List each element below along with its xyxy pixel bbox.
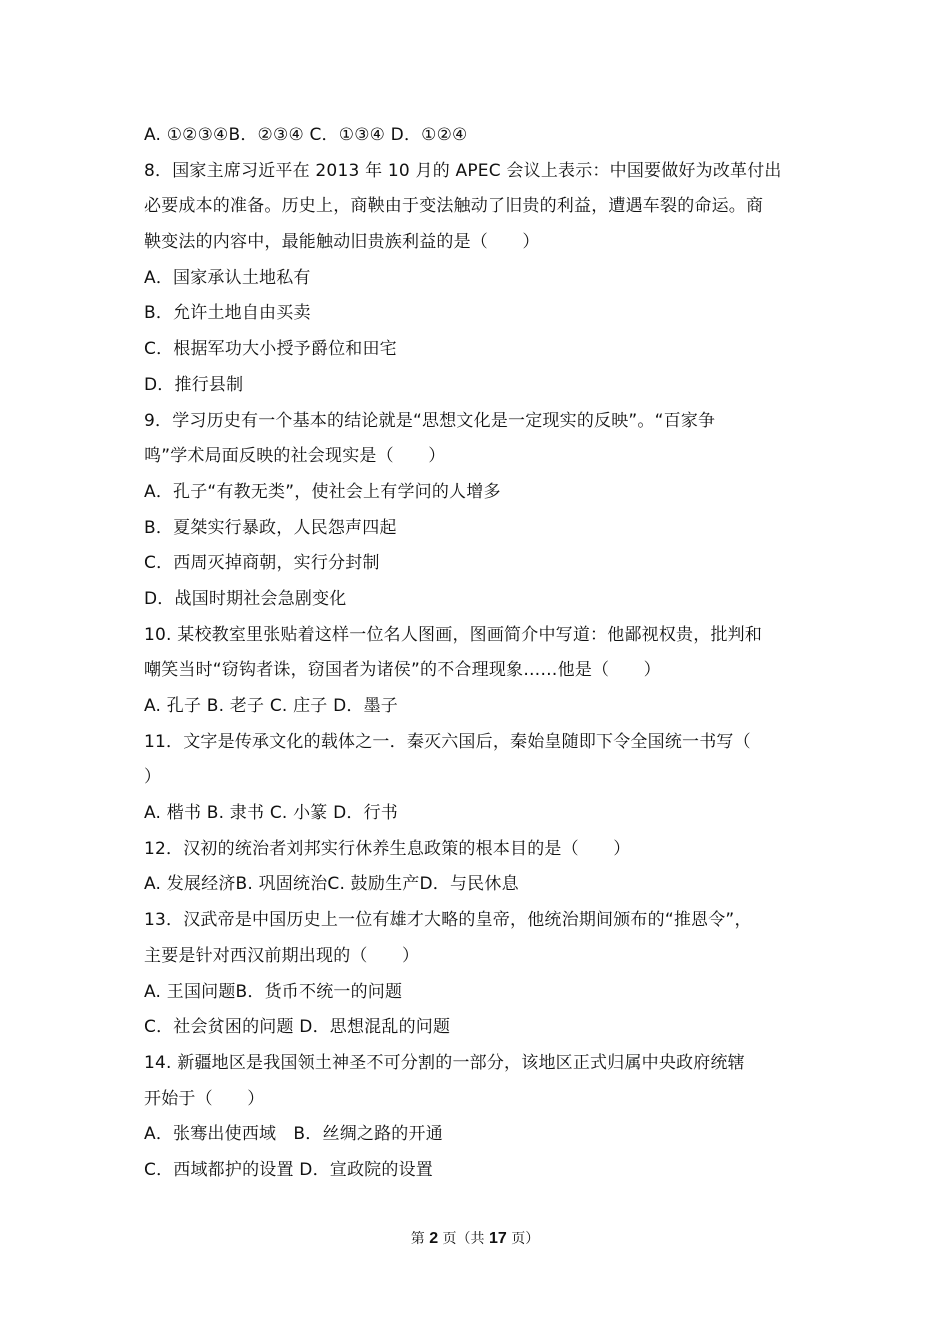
text-line: C．社会贫困的问题 D．思想混乱的问题 xyxy=(144,1017,451,1038)
text-line: A．国家承认土地私有 xyxy=(144,267,311,288)
text-line: B．夏桀实行暴政，人民怨声四起 xyxy=(144,517,397,538)
total-pages: 17 xyxy=(489,1230,507,1247)
page-number: 2 xyxy=(429,1230,439,1247)
text-line: A. 孔子 B. 老子 C. 庄子 D．墨子 xyxy=(144,696,398,716)
footer-middle: 页（共 xyxy=(442,1231,485,1247)
text-line: 鸣”学术局面反映的社会现实是（ ） xyxy=(144,446,446,467)
text-line: C．根据军功大小授予爵位和田宅 xyxy=(144,339,397,360)
text-line: 必要成本的准备。历史上，商鞅由于变法触动了旧贵的利益，遭遇车裂的命运。商 xyxy=(144,196,764,217)
text-line: B．允许土地自由买卖 xyxy=(144,303,311,324)
text-line: C．西周灭掉商朝，实行分封制 xyxy=(144,553,380,574)
text-line: A．张骞出使西域 B．丝绸之路的开通 xyxy=(144,1124,443,1145)
text-line: 14. 新疆地区是我国领土神圣不可分割的一部分，该地区正式归属中央政府统辖 xyxy=(144,1052,745,1073)
text-line: D．战国时期社会急剧变化 xyxy=(144,588,347,609)
text-line: 主要是针对西汉前期出现的（ ） xyxy=(144,945,420,966)
text-line: 8．国家主席习近平在 2013 年 10 月的 APEC 会议上表示：中国要做好为改革付出 xyxy=(144,160,782,181)
text-line: 鞅变法的内容中，最能触动旧贵族利益的是（ ） xyxy=(144,232,540,253)
text-line: ） xyxy=(144,767,162,788)
text-line: 开始于（ ） xyxy=(144,1088,265,1109)
text-line: 13．汉武帝是中国历史上一位有雄才大略的皇帝，他统治期间颁布的“推恩令”， xyxy=(144,910,752,931)
text-line: 10. 某校教室里张贴着这样一位名人图画，图画简介中写道：他鄙视权贵，批判和 xyxy=(144,624,763,645)
question-text-block xyxy=(144,118,824,1189)
page-footer xyxy=(0,1228,950,1248)
text-line: A．孔子“有教无类”，使社会上有学问的人增多 xyxy=(144,481,501,502)
text-line: C．西域都护的设置 D．宣政院的设置 xyxy=(144,1159,433,1180)
text-line: 12．汉初的统治者刘邦实行休养生息政策的根本目的是（ ） xyxy=(144,838,631,859)
footer-prefix: 第 xyxy=(410,1231,425,1247)
text-line: A. ①②③④B．②③④ C．①③④ D．①②④ xyxy=(144,125,468,145)
text-line: 嘲笑当时“窃钩者诛，窃国者为诸侯”的不合理现象……他是（ ） xyxy=(144,660,661,681)
text-line: A. 王国问题B．货币不统一的问题 xyxy=(144,981,403,1002)
text-line: A. 楷书 B. 隶书 C. 小篆 D．行书 xyxy=(144,803,398,824)
text-line: D．推行县制 xyxy=(144,374,244,395)
text-line: A. 发展经济B. 巩固统治C. 鼓励生产D．与民休息 xyxy=(144,874,519,895)
text-line: 9．学习历史有一个基本的结论就是“思想文化是一定现实的反映”。“百家争 xyxy=(144,410,716,431)
text-line: 11．文字是传承文化的载体之一．秦灭六国后，秦始皇随即下令全国统一书写（ xyxy=(144,731,751,752)
footer-suffix: 页） xyxy=(511,1231,540,1247)
